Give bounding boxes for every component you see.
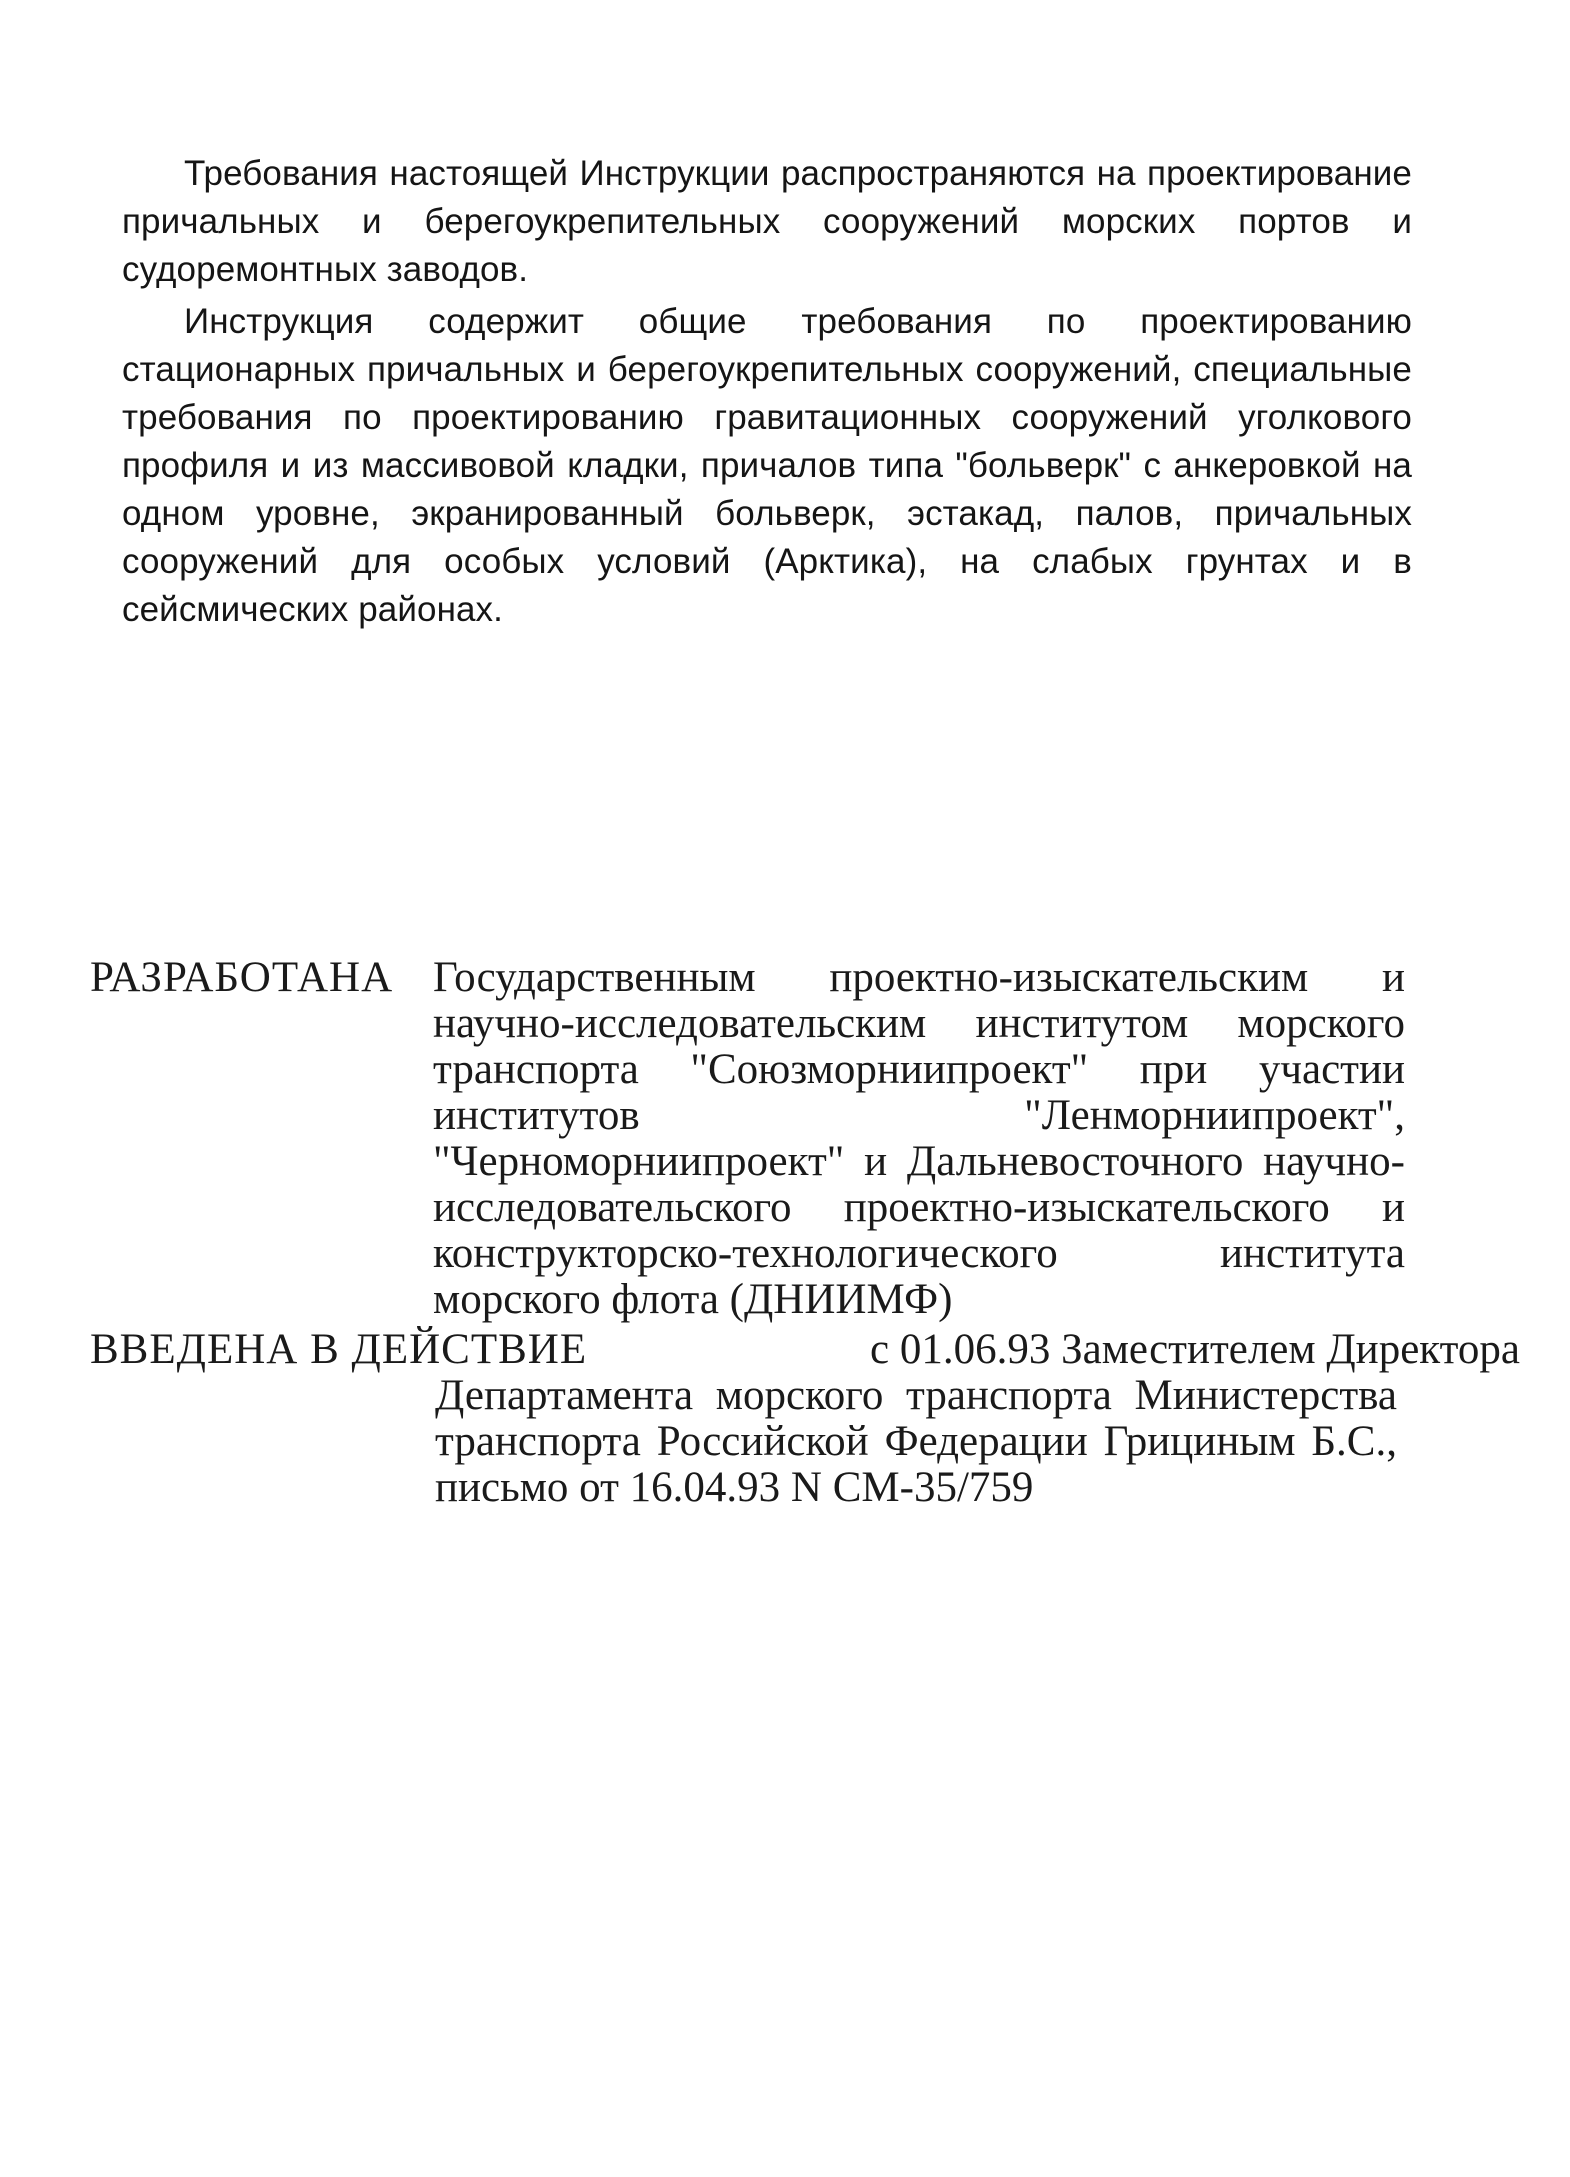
contents-paragraph: Инструкция содержит общие требования по проектированию стационарных причальных и берегоукрепительных сооружений, специальные требования по проектированию гравитационных сооружений уголкового профиля и из массивовой кладки, причалов типа "больверк" с анкеровкой на одном уровне, экранированный больверк, эстакад, палов, причальных сооружений для особых условий (Арктика), на слабых грунтах и в сейсмических районах. bbox=[122, 302, 1412, 629]
developed-by-label: РАЗРАБОТАНА bbox=[90, 954, 394, 1001]
enacted-label: ВВЕДЕНА В ДЕЙСТВИЕ bbox=[90, 1326, 588, 1373]
enacted-first-line bbox=[90, 1326, 1520, 1373]
enacted-row bbox=[90, 1326, 1520, 1511]
developed-by-row bbox=[90, 954, 1405, 1323]
scope-paragraph: Требования настоящей Инструкции распространяются на проектирование причальных и берегоукрепительных сооружений морских портов и судоремонтных заводов. bbox=[122, 154, 1412, 289]
instruction-scope-section bbox=[122, 150, 1412, 634]
credits-section bbox=[90, 954, 1520, 1511]
enacted-date-text: с 01.06.93 Заместителем Директора bbox=[870, 1326, 1520, 1373]
enacted-details-text: Департамента морского транспорта Министерства транспорта Российской Федерации Грициным Б.С., письмо от 16.04.93 N СМ-35/759 bbox=[435, 1372, 1397, 1511]
developed-by-text: Государственным проектно-изыскательским и научно-исследовательским институтом морского транспорта "Союзморниипроект" при участии институтов "Ленморниипроект", "Черноморниипроект" и Дальневосточного научно-исследовательского проектно-изыскательского и конструкторско-технологического института морского флота (ДНИИМФ) bbox=[433, 954, 1405, 1323]
